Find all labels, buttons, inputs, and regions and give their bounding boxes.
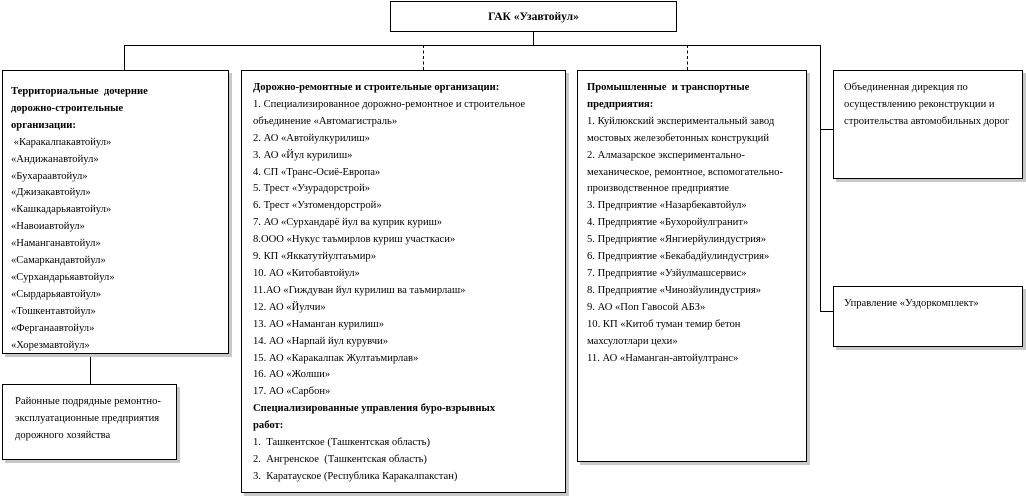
list-item: 3. Каратауское (Республика Каракалпакстан): [253, 470, 458, 482]
list-item: 11. АО «Наманган-автойултранс»: [587, 352, 739, 364]
branch-direction: [820, 129, 833, 130]
uzdorkomplekt-box: [833, 286, 1023, 347]
list-item: 5. Трест «Узурадорстрой»: [253, 183, 371, 195]
drop-middle: [423, 45, 424, 70]
list-item: 3. АО «Йул курилиш»: [253, 149, 353, 161]
list-item: 15. АО «Каракалпак Жултаъмирлав»: [253, 352, 419, 364]
list-item: 4. СП «Транс-Осиё-Европа»: [253, 166, 381, 178]
branch-uzdorkomplekt: [820, 311, 833, 312]
list-item: 4. Предприятие «Бухоройулгранит»: [587, 217, 749, 229]
drop-left: [124, 45, 125, 70]
list-item: «Хорезмавтойул»: [11, 339, 90, 351]
list-item: 9. АО «Поп Гавосой АБЗ»: [587, 301, 706, 313]
road-repair-orgs-box: [241, 70, 566, 493]
list-item: «Самаркандавтойул»: [11, 255, 106, 267]
list-item: 10. КП «Китоб туман темир бетон махсулотлари цехи»: [587, 318, 741, 347]
uzdorkomplekt-text: Управление «Уздоркомплект»: [844, 298, 979, 309]
list-item: 2. АО «Автойулкурилиш»: [253, 132, 370, 144]
middle-subheading-line: Специализированные управления буро-взрывных: [253, 403, 496, 415]
list-item: 3. Предприятие «Назарбекавтойул»: [587, 200, 747, 212]
list-item: 13. АО «Наманган курилиш»: [253, 318, 384, 330]
drop-right: [687, 45, 688, 70]
list-item: «Тошкентавтойул»: [11, 305, 96, 317]
list-item: «Джизакавтойул»: [11, 187, 91, 199]
left-heading-line: организации:: [11, 119, 76, 131]
right-spine: [820, 45, 821, 311]
list-item: «Ферганаавтойул»: [11, 322, 95, 334]
list-item: 12. АО «Йулчи»: [253, 301, 326, 313]
district-enterprises-box: [2, 384, 177, 460]
list-item: 14. АО «Нарпай йул курувчи»: [253, 335, 389, 347]
district-enterprises-text: Районные подрядные ремонтно-эксплуатационные предприятия дорожного хозяйства: [15, 396, 161, 441]
joint-directorate-box: [833, 70, 1023, 179]
list-item: 11.АО «Гиждуван йул курилиш ва таъмирлаш»: [253, 284, 466, 296]
list-item: 7. АО «Сурхандарё йул ва куприк куриш»: [253, 217, 443, 229]
left-heading-line: Территориальные дочерние: [11, 86, 148, 97]
list-item: «Каракалпакавтойул»: [11, 136, 112, 148]
list-item: 2. Алмазарское экспериментально-механическое, ремонтное, вспомогательно-производственное предприятие: [587, 149, 784, 195]
list-item: 10. АО «Китобавтойул»: [253, 267, 360, 279]
middle-heading: Дорожно-ремонтные и строительные организации:: [253, 82, 500, 93]
list-item: 1. Специализированное дорожно-ремонтное и строительное объединение «Автомагистраль»: [253, 98, 526, 127]
root-title: ГАК «Узавтойул»: [488, 11, 579, 23]
left-heading-line: дорожно-строительные: [11, 102, 124, 114]
list-item: «Сырдарьяавтойул»: [11, 288, 102, 300]
joint-directorate-text: Объединенная дирекция по осуществлению реконструкции и строительства автомобильных дорог: [844, 82, 1010, 127]
territorial-orgs-box: [2, 70, 229, 354]
list-item: 8.ООО «Нукус таъмирлов куриш участкаси»: [253, 234, 456, 246]
industrial-enterprises-box: [577, 70, 807, 462]
right-heading-line: Промышленные и транспортные: [587, 82, 750, 93]
list-item: 1. Ташкентское (Ташкентская область): [253, 437, 431, 449]
list-item: «Наманганавтойул»: [11, 238, 101, 250]
drop-rayon: [90, 354, 91, 384]
list-item: 6. Предприятие «Бекабадйулиндустрия»: [587, 251, 770, 263]
list-item: «Бухараавтойул»: [11, 170, 88, 182]
list-item: 1. Куйлюкский экспериментальный завод мостовых железобетонных конструкций: [587, 115, 775, 144]
list-item: «Сурхандарьяавтойул»: [11, 271, 115, 283]
list-item: 16. АО «Жолши»: [253, 369, 331, 381]
root-org-box: [390, 1, 677, 32]
right-heading-line: предприятия:: [587, 98, 654, 110]
top-bus: [124, 45, 821, 46]
list-item: 9. КП «Яккатутйултаъмир»: [253, 251, 376, 263]
list-item: 2. Ангренское (Ташкентская область): [253, 453, 427, 465]
list-item: 6. Трест «Узтомендорстрой»: [253, 200, 382, 212]
list-item: «Навоиавтойул»: [11, 221, 85, 233]
root-stem: [533, 32, 534, 46]
list-item: 5. Предприятие «Янгиерйулиндустрия»: [587, 234, 767, 246]
list-item: 8. Предприятие «Чинозйулиндустрия»: [587, 284, 762, 296]
list-item: «Кашкадарьяавтойул»: [11, 204, 112, 216]
list-item: 17. АО «Сарбон»: [253, 386, 331, 398]
list-item: «Андижанавтойул»: [11, 153, 99, 165]
middle-subheading-line: работ:: [253, 420, 284, 432]
list-item: 7. Предприятие «Узйулмашсервис»: [587, 267, 747, 279]
